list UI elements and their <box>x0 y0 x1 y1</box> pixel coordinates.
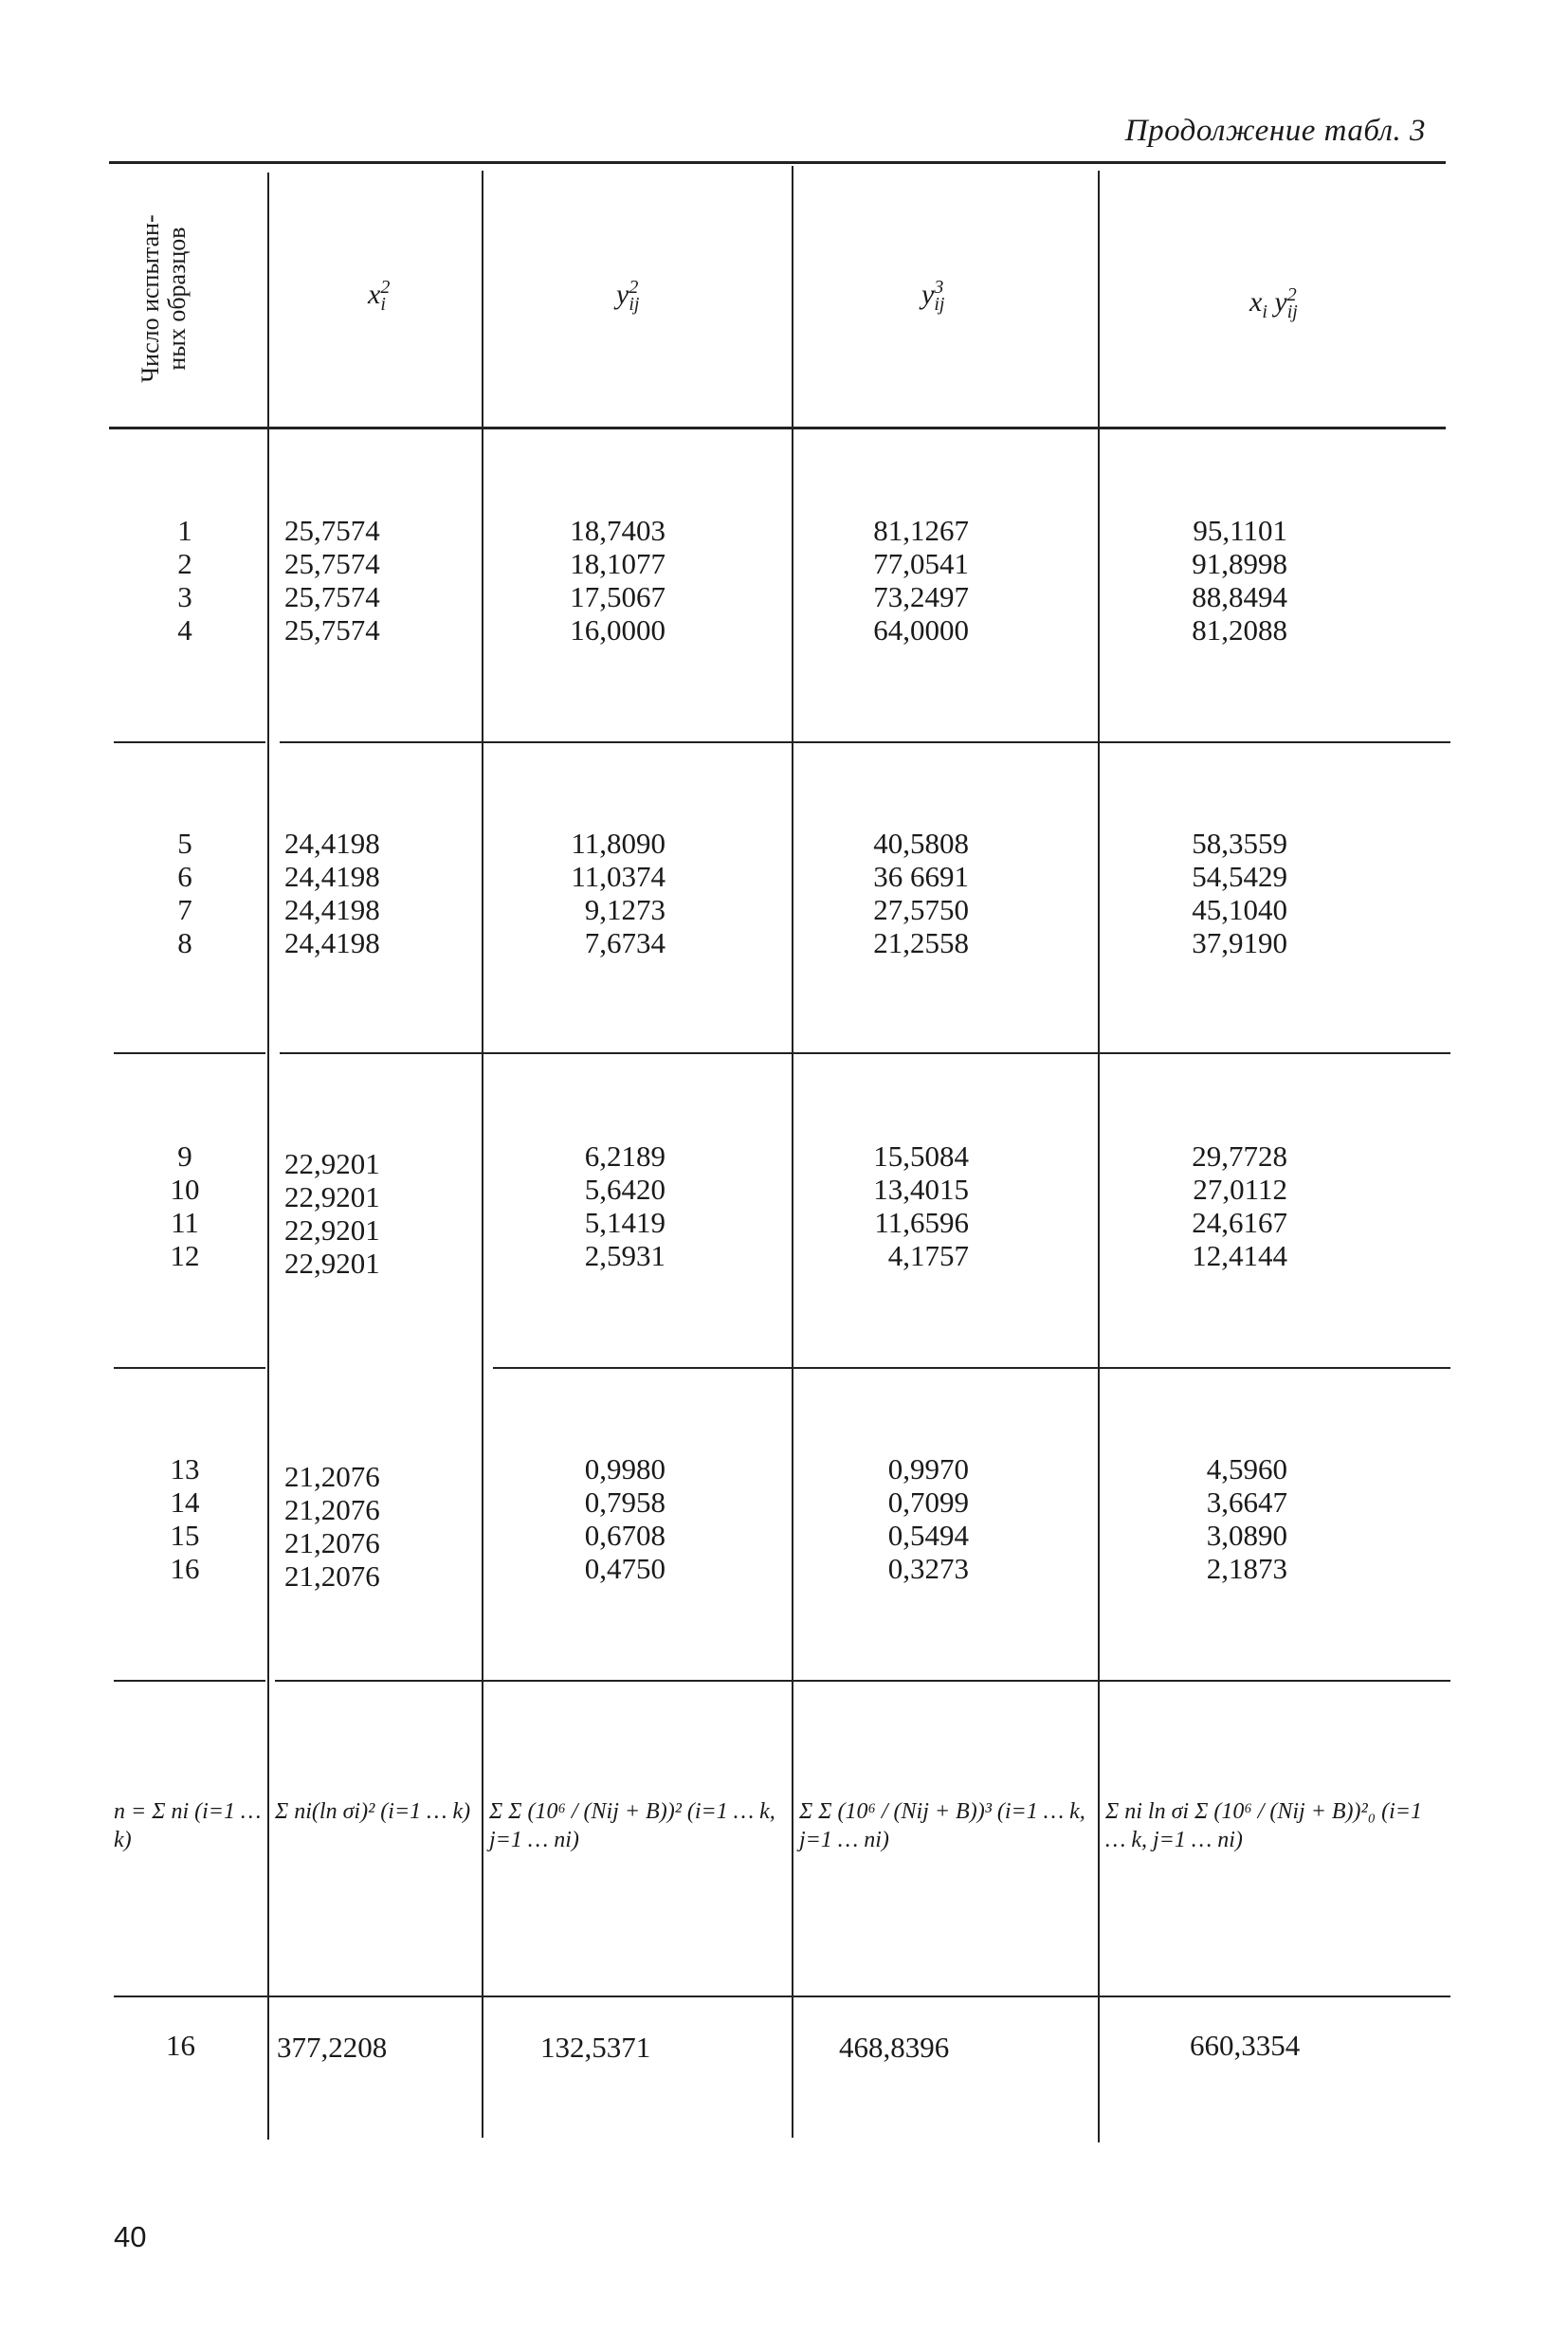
y2-values <box>531 1139 665 1272</box>
cell: 27,0112 <box>1193 1173 1287 1206</box>
cell: 12,4144 <box>1192 1239 1287 1272</box>
row-numbers <box>104 1452 265 1585</box>
row-numbers <box>104 827 265 959</box>
cell: 0,9980 <box>584 1452 665 1485</box>
cell: 25,7574 <box>284 613 380 647</box>
formula-y-cubed-sum: Σ Σ (10⁶ / (Nij + B))³ (i=1 … k, j=1 … ni) <box>799 1799 1085 1852</box>
cell: 0,7099 <box>887 1485 969 1519</box>
y3-values <box>834 514 969 647</box>
row-number: 10 <box>170 1173 200 1206</box>
total-y-squared: 132,5371 <box>540 2031 651 2064</box>
cell: 73,2497 <box>873 580 969 613</box>
cell: 2,5931 <box>584 1239 665 1272</box>
row-number: 8 <box>177 926 192 959</box>
cell: 18,1077 <box>570 547 665 580</box>
row-number: 11 <box>171 1206 199 1239</box>
cell: 21,2076 <box>284 1460 380 1493</box>
cell: 25,7574 <box>284 514 380 547</box>
cell: 11,8090 <box>571 827 665 860</box>
group-separator <box>493 1367 1450 1369</box>
cell: 24,4198 <box>284 860 380 893</box>
row-number: 6 <box>177 860 192 893</box>
cell: 15,5084 <box>873 1139 969 1173</box>
header-bottom-rule <box>109 427 1446 429</box>
total-y-cubed: 468,8396 <box>839 2031 950 2064</box>
formula-x-squared-sum: Σ ni(ln σi)² (i=1 … k) <box>275 1799 471 1824</box>
xy2-values <box>1147 1139 1287 1272</box>
row-numbers <box>104 1139 265 1272</box>
page-number: 40 <box>114 2220 147 2253</box>
total-x-y-squared: 660,3354 <box>1190 2029 1301 2062</box>
cell: 24,4198 <box>284 827 380 860</box>
header-x-y-squared: $x_i$ $y^2_{ij}$ <box>1249 284 1298 322</box>
xy2-values <box>1147 514 1287 647</box>
cell: 5,1419 <box>584 1206 665 1239</box>
table-top-rule <box>109 161 1446 164</box>
cell: 22,9201 <box>284 1147 380 1180</box>
table-caption: Продолжение табл. 3 <box>1124 114 1426 148</box>
y2-values <box>531 827 665 959</box>
cell: 4,1757 <box>887 1239 969 1272</box>
xy2-values <box>1147 827 1287 959</box>
total-x-squared: 377,2208 <box>277 2031 388 2064</box>
row-number: 5 <box>177 827 192 860</box>
cell: 81,1267 <box>873 514 969 547</box>
cell: 16,0000 <box>570 613 665 647</box>
cell: 11,6596 <box>874 1206 969 1239</box>
cell: 3,6647 <box>1206 1485 1287 1519</box>
cell: 18,7403 <box>570 514 665 547</box>
cell: 22,9201 <box>284 1213 380 1247</box>
row-number: 14 <box>170 1485 200 1519</box>
cell: 95,1101 <box>1193 514 1287 547</box>
cell: 81,2088 <box>1192 613 1287 647</box>
row-number: 13 <box>170 1452 200 1485</box>
row-number: 12 <box>170 1239 200 1272</box>
row-number: 3 <box>177 580 192 613</box>
row-number: 2 <box>177 547 192 580</box>
group-separator <box>114 1680 265 1682</box>
cell: 54,5429 <box>1192 860 1287 893</box>
cell: 58,3559 <box>1192 827 1287 860</box>
header-x-squared: $x^2_i$ <box>368 277 391 315</box>
cell: 21,2558 <box>873 926 969 959</box>
cell: 7,6734 <box>584 926 665 959</box>
group-separator <box>114 741 265 743</box>
x2-values <box>284 1460 380 1593</box>
column-rule <box>792 166 793 2138</box>
y2-values <box>531 514 665 647</box>
total-sample-count: 16 <box>166 2029 195 2062</box>
header-y-cubed: $y^3_{ij}$ <box>921 277 945 315</box>
cell: 0,3273 <box>887 1552 969 1585</box>
row-number: 15 <box>170 1519 200 1552</box>
xy2-values <box>1147 1452 1287 1585</box>
group-separator <box>114 1367 265 1369</box>
group-separator <box>114 1052 265 1054</box>
row-number: 9 <box>177 1139 192 1173</box>
cell: 21,2076 <box>284 1493 380 1526</box>
cell: 37,9190 <box>1192 926 1287 959</box>
cell: 22,9201 <box>284 1180 380 1213</box>
cell: 0,4750 <box>584 1552 665 1585</box>
cell: 0,9970 <box>887 1452 969 1485</box>
row-number: 16 <box>170 1552 200 1585</box>
group-separator <box>280 741 1450 743</box>
x2-values <box>284 1147 380 1280</box>
cell: 2,1873 <box>1206 1552 1287 1585</box>
cell: 21,2076 <box>284 1526 380 1559</box>
row-number: 7 <box>177 893 192 926</box>
header-sample-count-line2: ных образцов <box>163 227 191 371</box>
y2-values <box>531 1452 665 1585</box>
cell: 25,7574 <box>284 547 380 580</box>
row-numbers <box>104 514 265 647</box>
x2-values <box>284 827 380 959</box>
column-rule <box>482 171 483 2138</box>
y3-values <box>834 827 969 959</box>
cell: 77,0541 <box>873 547 969 580</box>
formula-separator <box>114 1996 1450 1997</box>
cell: 40,5808 <box>873 827 969 860</box>
cell: 0,7958 <box>584 1485 665 1519</box>
cell: 25,7574 <box>284 580 380 613</box>
cell: 29,7728 <box>1192 1139 1287 1173</box>
cell: 11,0374 <box>571 860 665 893</box>
cell: 27,5750 <box>873 893 969 926</box>
group-separator <box>280 1052 1450 1054</box>
cell: 0,6708 <box>584 1519 665 1552</box>
y3-values <box>834 1452 969 1585</box>
column-rule <box>1098 171 1100 2142</box>
cell: 24,4198 <box>284 926 380 959</box>
cell: 3,0890 <box>1206 1519 1287 1552</box>
row-number: 4 <box>177 613 192 647</box>
cell: 36 6691 <box>873 860 969 893</box>
header-sample-count-line1: Число испытан- <box>137 214 164 383</box>
formula-sample-count: n = Σ ni (i=1 … k) <box>114 1799 262 1852</box>
formula-y-squared-sum: Σ Σ (10⁶ / (Nij + B))² (i=1 … k, j=1 … ni) <box>489 1799 775 1852</box>
cell: 45,1040 <box>1192 893 1287 926</box>
cell: 21,2076 <box>284 1559 380 1593</box>
cell: 22,9201 <box>284 1247 380 1280</box>
header-y-squared: $y^2_{ij}$ <box>616 277 640 315</box>
formula-x-y-squared-sum: Σ ni ln σi Σ (10⁶ / (Nij + B))²₀ (i=1 … k, j=1 … ni) <box>1105 1799 1422 1852</box>
cell: 9,1273 <box>584 893 665 926</box>
group-separator <box>275 1680 1450 1682</box>
cell: 17,5067 <box>570 580 665 613</box>
cell: 4,5960 <box>1206 1452 1287 1485</box>
x2-values <box>284 514 380 647</box>
y3-values <box>834 1139 969 1272</box>
header-sample-count <box>137 190 191 408</box>
cell: 91,8998 <box>1192 547 1287 580</box>
cell: 64,0000 <box>873 613 969 647</box>
cell: 88,8494 <box>1192 580 1287 613</box>
column-rule <box>267 173 269 2140</box>
cell: 5,6420 <box>584 1173 665 1206</box>
cell: 13,4015 <box>873 1173 969 1206</box>
cell: 6,2189 <box>584 1139 665 1173</box>
cell: 24,4198 <box>284 893 380 926</box>
row-number: 1 <box>177 514 192 547</box>
cell: 24,6167 <box>1192 1206 1287 1239</box>
cell: 0,5494 <box>887 1519 969 1552</box>
